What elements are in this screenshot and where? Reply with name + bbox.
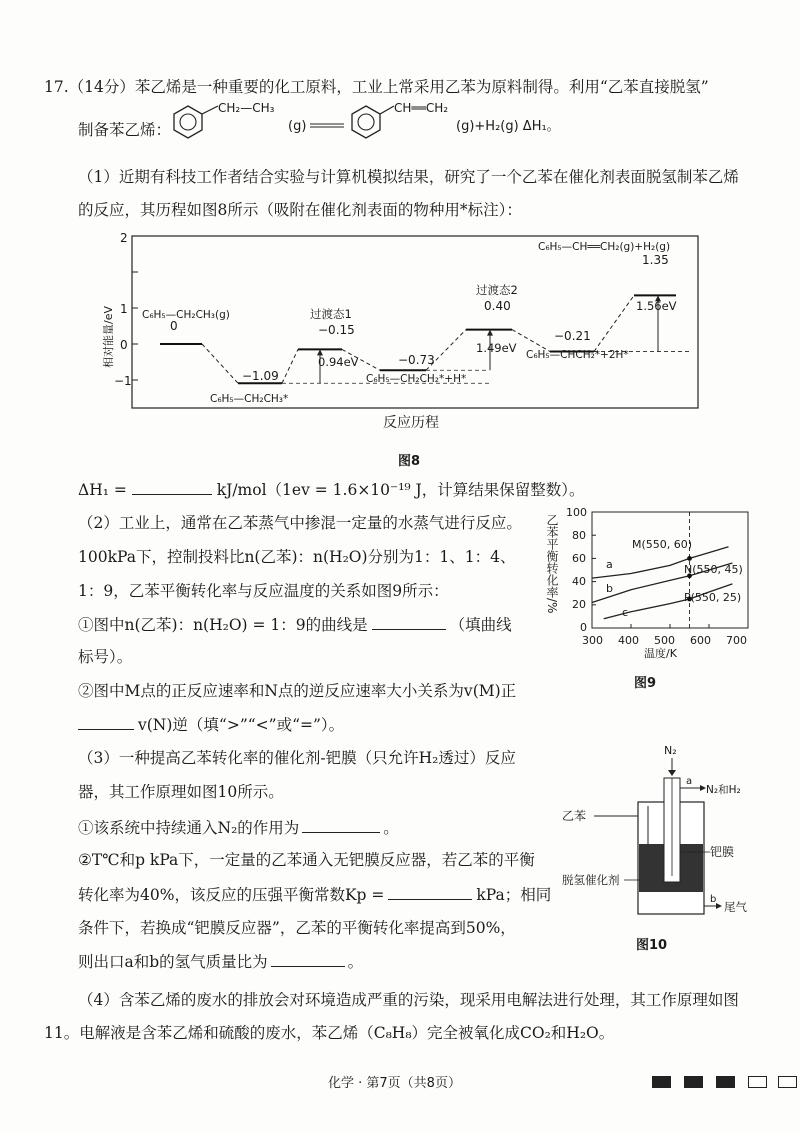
eq-tail: (g)+H₂(g) ΔH₁。 [456,119,560,134]
fig9-ylabel: 乙苯平衡转化率/% [545,514,559,614]
p2-line-3: 1：9，乙苯平衡转化率与反应温度的关系如图9所示： [78,582,449,600]
p2-q1-text-b: （填曲线 [449,616,512,634]
p1-line-2: 的反应，其历程如图8所示（吸附在催化剂表面的物种用*标注）： [78,201,522,219]
fig9-point-p: P(550, 25) [684,591,742,604]
fig10-outlet-a-text: N₂和H₂ [706,784,741,796]
p3-q2-b [78,883,551,906]
p3-q1-text: ①该系统中持续通入N₂的作用为 [78,819,300,837]
fig8-energy-1: −1.09 [242,369,279,383]
page-footer: 化学 · 第7页（共8页） [328,1076,461,1091]
fig9-ytick-0: 100 [566,506,587,519]
p2-q1-c: 标号）。 [78,648,133,666]
p2-q1-blank[interactable] [372,613,446,630]
reaction-equation [170,96,630,146]
progress-square-5 [778,1076,797,1088]
fig10-outlet-a: a [686,776,693,787]
fig9-ytick-4: 20 [572,598,586,611]
dh1-prefix: ΔH₁ = [78,481,127,499]
fig10-outlet-b: b [710,894,717,905]
p3-q2-b2: kPa；相同 [476,886,552,904]
fig10-n2: N₂ [664,744,677,757]
fig8-barrier-2: 1.49eV [476,341,517,355]
fig8-species-5: C₆H₅—CHCH₂*+2H* [526,349,629,361]
p3-q1-end: 。 [383,819,399,837]
fig9-xtick-2: 500 [654,634,675,647]
dh1-line [78,478,585,501]
fig10-catalyst: 脱氢催化剂 [562,873,620,887]
fig8-ytick-0: 2 [120,231,128,245]
fig9-conversion-chart [544,500,754,660]
p2-line-1: （2）工业上，通常在乙苯蒸气中掺混一定量的水蒸气进行反应。 [78,514,522,532]
fig8-xlabel: 反应历程 [383,415,439,431]
p3-q2-d-end: 。 [347,953,364,971]
p3-ratio-blank[interactable] [271,950,345,967]
p2-q2-text: v(N)逆（填“>”“<”或“=”）。 [138,716,345,734]
fig10-outlet-b-text: 尾气 [724,900,747,914]
fig9-curve-b: b [606,582,613,595]
ethyl-group: CH₂—CH₃ [218,101,275,115]
vinyl-group: CH══CH₂ [394,101,449,115]
q17-intro-1: 17.（14分）苯乙烯是一种重要的化工原料，工业上常采用乙苯为原料制得。利用“乙苯直接脱氢” [44,78,709,96]
fig8-caption: 图8 [398,454,421,469]
p3-kp-blank[interactable] [388,883,472,900]
fig8-ylabel: 相对能量/eV [102,306,115,368]
fig9-ytick-2: 60 [572,552,586,565]
fig8-species-1: C₆H₅—CH₂CH₃* [210,393,289,405]
fig9-xtick-0: 300 [582,634,603,647]
p2-q2-blank[interactable] [78,713,134,730]
fig9-caption: 图9 [634,676,657,691]
state-g-1: (g) [288,119,307,134]
progress-square-2 [684,1076,703,1088]
p2-q1-text: ①图中n(乙苯)：n(H₂O) = 1：9的曲线是 [78,616,368,634]
p3-q1-blank[interactable] [302,816,380,833]
p3-q1 [78,816,399,839]
fig8-energy-0: 0 [170,319,178,333]
fig8-energy-3: −0.73 [398,353,435,367]
fig10-inlet: 乙苯 [562,809,587,823]
progress-square-1 [652,1076,671,1088]
eq-prefix: 制备苯乙烯： [78,121,172,139]
fig8-species-4: 过渡态2 [476,283,518,297]
p3-line-1: （3）一种提高乙苯转化率的催化剂-钯膜（只允许H₂透过）反应 [78,749,516,767]
fig8-energy-6: 1.35 [642,253,669,267]
fig8-energy-5: −0.21 [554,329,591,343]
dh1-suffix: kJ/mol（1ev = 1.6×10⁻¹⁹ J，计算结果保留整数）。 [216,481,585,499]
fig8-energy-profile [98,228,708,438]
fig10-reactor-diagram [560,740,780,930]
fig10-membrane: 钯膜 [710,845,735,859]
fig9-point-n: N(550, 45) [684,563,743,576]
fig9-xtick-1: 400 [618,634,639,647]
progress-square-3 [716,1076,735,1088]
p2-q2-b [78,713,344,736]
fig9-dot-m [687,556,692,561]
p3-q2-d-text: 则出口a和b的氢气质量比为 [78,953,268,971]
fig8-barrier-3: 1.56eV [636,299,677,313]
fig9-ytick-5: 0 [580,621,587,634]
fig8-path-1 [282,349,298,383]
fig8-species-3: C₆H₅—CH₂CH₂*+H* [366,373,467,385]
p2-line-2: 100kPa下，控制投料比n(乙苯)：n(H₂O)分别为1：1、1：4、 [78,548,516,566]
fig9-ytick-3: 40 [572,575,586,588]
fig9-xtick-4: 700 [726,634,747,647]
p1-line-1: （1）近期有科技工作者结合实验与计算机模拟结果，研究了一个乙苯在催化剂表面脱氢制苯乙烯 [78,168,739,186]
fig8-barrier-1: 0.94eV [318,355,359,369]
fig9-curve-c: c [622,606,629,619]
fig8-path-0 [202,344,238,383]
p3-q2-a: ②T℃和p kPa下，一定量的乙苯通入无钯膜反应器，若乙苯的平衡 [78,851,535,869]
dh1-answer-blank[interactable] [132,478,212,495]
fig8-energy-4: 0.40 [484,299,511,313]
p3-q2-b1: 转化率为40%，该反应的压强平衡常数Kp = [78,886,385,904]
fig8-path-5 [594,295,634,351]
fig9-xlabel: 温度/K [644,647,677,660]
fig8-species-2: 过渡态1 [310,307,352,321]
fig9-ytick-1: 80 [572,529,586,542]
fig9-curve-a: a [606,558,613,571]
fig8-species-0: C₆H₅—CH₂CH₃(g) [142,309,230,321]
p4-line-2: 11。电解液是含苯乙烯和硫酸的废水，苯乙烯（C₈H₈）完全被氧化成CO₂和H₂O。 [44,1024,615,1042]
progress-square-4 [748,1076,767,1088]
fig9-point-m: M(550, 60) [632,538,693,551]
fig10-caption: 图10 [636,938,668,953]
fig8-species-6: C₆H₅—CH══CH₂(g)+H₂(g) [538,241,671,253]
p4-line-1: （4）含苯乙烯的废水的排放会对环境造成严重的污染，现采用电解法进行处理，其工作原理如图 [78,991,739,1009]
p3-line-2: 器，其工作原理如图10所示。 [78,783,284,801]
p3-q2-c: 条件下，若换成“钯膜反应器”，乙苯的平衡转化率提高到50%， [78,919,516,937]
p2-q1 [78,613,512,636]
fig8-ytick-2: 0 [120,338,128,352]
fig8-energy-2: −0.15 [318,323,355,337]
fig9-xtick-3: 600 [690,634,711,647]
p3-q2-d [78,950,363,973]
q17-equation [78,119,171,141]
p2-q2-a: ②图中M点的正反应速率和N点的逆反应速率大小关系为v(M)正 [78,682,517,700]
fig8-ytick-3: −1 [114,374,132,388]
benzene-ring-1 [174,106,202,138]
fig8-ytick-1: 1 [120,302,128,316]
benzene-ring-2 [352,106,380,138]
